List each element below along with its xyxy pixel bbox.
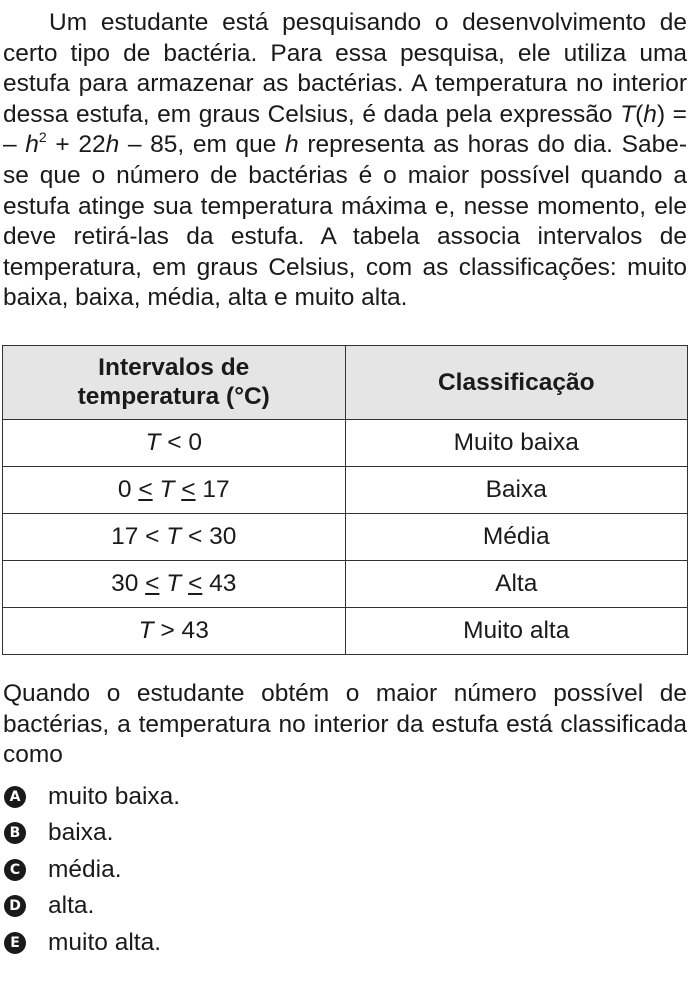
- interval-part-le1: <: [145, 569, 160, 597]
- interval-part-le2: <: [181, 475, 196, 503]
- interval-part-T: T: [159, 475, 175, 503]
- table-row: [3, 419, 688, 466]
- interval-cell: [3, 466, 346, 513]
- question-text: Quando o estudante obtém o maior número possível de bactérias, a temperatura no interior da estufa está classificada como: [3, 679, 687, 769]
- classification-cell: Alta: [345, 560, 688, 607]
- intro-paragraph: [3, 8, 687, 314]
- interval-cell: [3, 560, 346, 607]
- temperature-table: [2, 345, 688, 655]
- variable-h: h: [25, 131, 39, 159]
- interval-part-pre: 0: [117, 475, 139, 503]
- interval-cell: [3, 513, 346, 560]
- table-header-row: [3, 345, 688, 419]
- option-c[interactable]: [3, 852, 687, 889]
- classification-cell: Baixa: [345, 466, 688, 513]
- classification-cell: Média: [345, 513, 688, 560]
- interval-part-mid: < 30: [181, 522, 237, 550]
- question-page: [3, 8, 687, 961]
- header-interval: [3, 345, 346, 419]
- table-body: [3, 419, 688, 654]
- option-text: muito baixa.: [48, 782, 181, 810]
- interval-cell: [3, 607, 346, 654]
- option-a[interactable]: [3, 779, 687, 816]
- option-letter-badge: A: [4, 786, 26, 808]
- intro-text-continued: representa as horas do dia. Sabe-se que o número de bactérias é o maior possível quando a estufa atinge sua temperatura máxima e, nesse momento, ele deve retirá-las da estufa. A tabela associa intervalos de temperatura, em graus Celsius, com as classificações: muito baixa, baixa, média, alta e muito alta.: [3, 131, 687, 312]
- table-row: [3, 466, 688, 513]
- classification-cell: Muito alta: [345, 607, 688, 654]
- option-b[interactable]: [3, 815, 687, 852]
- header-interval-line1: Intervalos de: [98, 354, 250, 382]
- interval-part-T: T: [166, 569, 182, 597]
- interval-part-pre: 17 <: [111, 522, 167, 550]
- option-text: alta.: [48, 892, 95, 920]
- answer-options: [3, 779, 687, 962]
- equals-sign: ) = –: [3, 100, 687, 159]
- option-e[interactable]: [3, 925, 687, 962]
- exponent: 2: [38, 129, 47, 146]
- option-text: muito alta.: [48, 928, 162, 956]
- interval-part-post: 43: [202, 569, 237, 597]
- variable-h: h: [285, 131, 299, 159]
- option-text: média.: [48, 855, 122, 883]
- option-letter-badge: D: [4, 895, 26, 917]
- table-row: [3, 560, 688, 607]
- interval-part-mid: > 43: [153, 616, 209, 644]
- option-letter-badge: C: [4, 859, 26, 881]
- table-row: [3, 607, 688, 654]
- option-text: baixa.: [48, 819, 114, 847]
- header-classification: Classificação: [345, 345, 688, 419]
- interval-part-le2: <: [188, 569, 203, 597]
- option-letter-badge: E: [4, 932, 26, 954]
- interval-part-le1: <: [138, 475, 153, 503]
- interval-part-T: T: [166, 522, 182, 550]
- interval-part-mid: < 0: [160, 428, 203, 456]
- variable-h: h: [105, 131, 120, 159]
- interval-cell: [3, 419, 346, 466]
- interval-part-T: T: [145, 428, 161, 456]
- expression-middle: + 22: [46, 131, 106, 159]
- interval-part-pre: 30: [111, 569, 146, 597]
- function-variable: h: [643, 100, 657, 128]
- classification-cell: Muito baixa: [345, 419, 688, 466]
- interval-part-post: 17: [195, 475, 230, 503]
- function-name: T: [620, 100, 636, 128]
- intro-text: Um estudante está pesquisando o desenvolvimento de certo tipo de bactéria. Para essa pesquisa, ele utiliza uma estufa para armazenar as bactérias. A temperatura no interior dessa estufa, em graus Celsius, é dada pela expressão: [3, 9, 687, 128]
- option-letter-badge: B: [4, 822, 26, 844]
- header-interval-line2: temperatura (°C): [77, 383, 270, 411]
- interval-part-T: T: [138, 616, 154, 644]
- table-row: [3, 513, 688, 560]
- option-d[interactable]: [3, 888, 687, 925]
- expression-end: – 85, em que: [119, 131, 286, 159]
- paren-open: (: [635, 100, 644, 128]
